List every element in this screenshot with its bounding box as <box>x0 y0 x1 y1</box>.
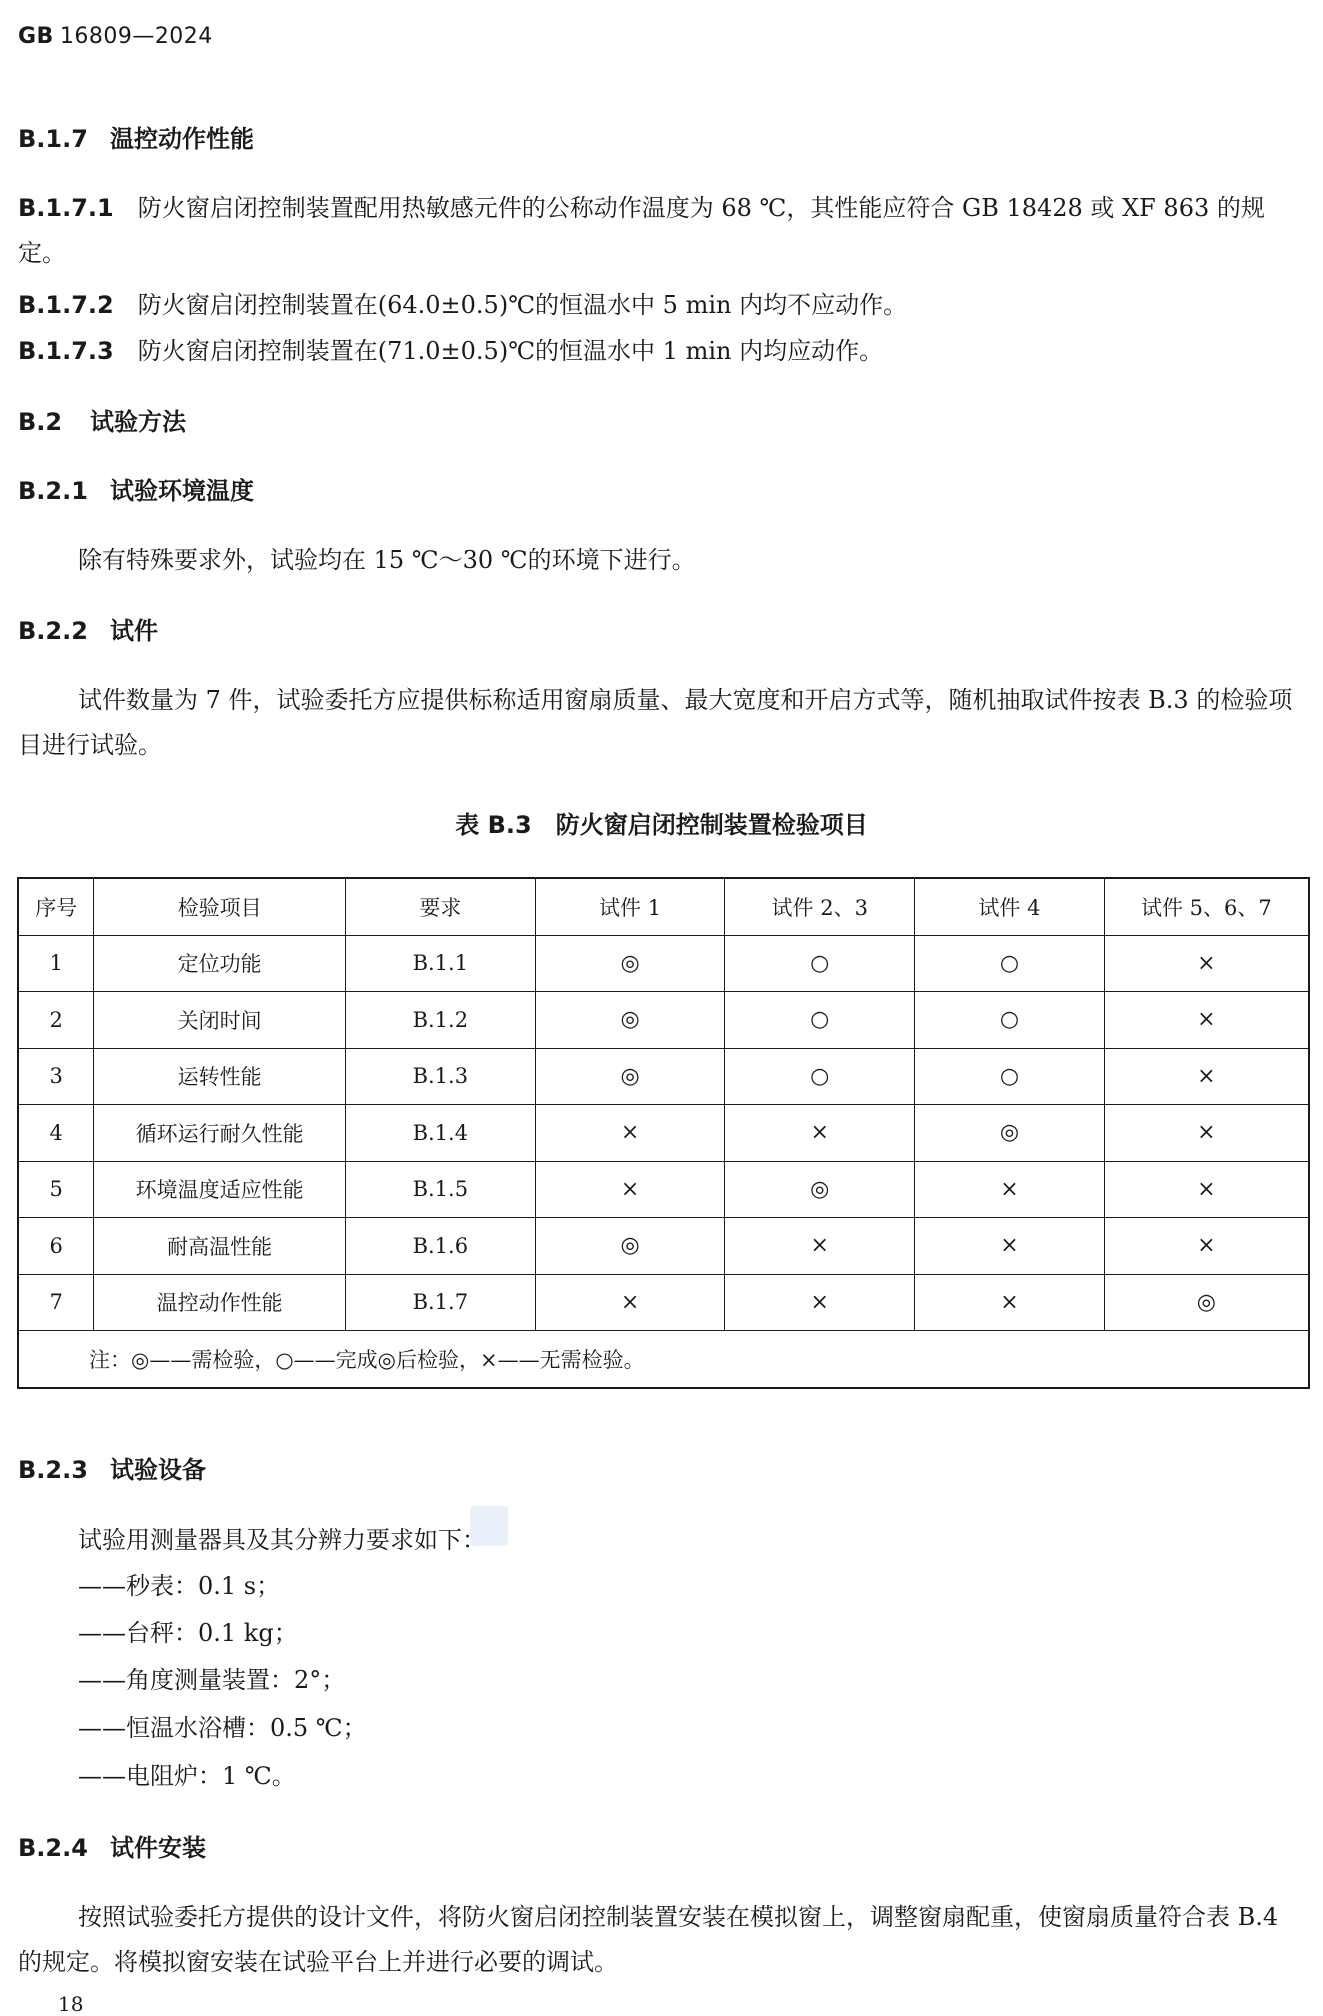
clause-number: B.1.7.2 <box>18 291 114 319</box>
section-title: 试件 <box>110 617 158 645</box>
table-cell: ○ <box>725 935 915 992</box>
table-cell: B.1.1 <box>345 935 535 992</box>
column-header: 序号 <box>18 878 94 935</box>
section-heading-b2 <box>18 410 186 434</box>
table-cell: 关闭时间 <box>94 992 346 1049</box>
section-number: B.2.1 <box>18 477 88 505</box>
paragraph-b24: 按照试验委托方提供的设计文件，将防火窗启闭控制装置安装在模拟窗上，调整窗扇配重，使窗扇质量符合表 B.4 的规定。将模拟窗安装在试验平台上并进行必要的调试。 <box>18 1903 1279 1976</box>
table-cell: × <box>915 1218 1105 1275</box>
clause-b1171 <box>18 186 1308 276</box>
table-cell: 6 <box>18 1218 94 1275</box>
table-cell: × <box>1104 992 1309 1049</box>
table-cell: 7 <box>18 1274 94 1331</box>
table-cell: ◎ <box>535 1048 725 1105</box>
list-item: ——角度测量装置：2°； <box>78 1666 346 1694</box>
page-number: 18 <box>58 1992 84 2016</box>
clause-text: 防火窗启闭控制装置配用热敏感元件的公称动作温度为 68 ℃，其性能应符合 GB 18428 或 XF 863 的规定。 <box>18 194 1265 267</box>
section-number: B.2.4 <box>18 1834 88 1862</box>
table-cell: × <box>915 1161 1105 1218</box>
list-item: ——恒温水浴槽：0.5 ℃； <box>78 1714 367 1742</box>
table-row <box>18 992 1309 1049</box>
paragraph-b22: 试件数量为 7 件，试验委托方应提供标称适用窗扇质量、最大宽度和开启方式等，随机抽取试件按表 B.3 的检验项目进行试验。 <box>18 686 1293 759</box>
section-heading-b23 <box>18 1458 206 1482</box>
section-title: 试验方法 <box>90 408 186 436</box>
section-heading-b24 <box>18 1836 206 1860</box>
table-cell: × <box>1104 1105 1309 1162</box>
column-header: 检验项目 <box>94 878 346 935</box>
table-cell: 运转性能 <box>94 1048 346 1105</box>
table-cell: 2 <box>18 992 94 1049</box>
section-title: 试验环境温度 <box>110 477 254 505</box>
section-title: 试验设备 <box>110 1456 206 1484</box>
table-cell: ○ <box>915 992 1105 1049</box>
table-cell: 温控动作性能 <box>94 1274 346 1331</box>
table-cell: 3 <box>18 1048 94 1105</box>
list-item: ——台秤：0.1 kg； <box>78 1619 298 1647</box>
table-row <box>18 1161 1309 1218</box>
table-cell: ◎ <box>535 1218 725 1275</box>
table-cell: B.1.5 <box>345 1161 535 1218</box>
table-cell: × <box>915 1274 1105 1331</box>
table-cell: × <box>725 1105 915 1162</box>
column-header: 试件 5、6、7 <box>1104 878 1309 935</box>
table-header-row <box>18 878 1309 935</box>
table-cell: × <box>535 1274 725 1331</box>
document-header <box>18 24 213 49</box>
section-number: B.1.7 <box>18 125 88 153</box>
table-row <box>18 1274 1309 1331</box>
standard-number: 16809—2024 <box>59 24 213 49</box>
table-cell: × <box>1104 935 1309 992</box>
paragraph-b23-intro: 试验用测量器具及其分辨力要求如下： <box>78 1526 486 1554</box>
table-cell: × <box>1104 1048 1309 1105</box>
table-cell: × <box>725 1218 915 1275</box>
column-header: 试件 2、3 <box>725 878 915 935</box>
table-cell: ○ <box>725 992 915 1049</box>
section-title: 试件安装 <box>110 1834 206 1862</box>
table-cell: × <box>725 1274 915 1331</box>
section-number: B.2.2 <box>18 617 88 645</box>
clause-text: 防火窗启闭控制装置在(64.0±0.5)℃的恒温水中 5 min 内均不应动作。 <box>137 291 908 319</box>
column-header: 试件 1 <box>535 878 725 935</box>
table-row <box>18 1105 1309 1162</box>
standard-prefix: GB <box>18 24 54 49</box>
table-row <box>18 935 1309 992</box>
section-number: B.2.3 <box>18 1456 88 1484</box>
inspection-table <box>17 877 1310 1389</box>
paragraph-b21: 除有特殊要求外，试验均在 15 ℃～30 ℃的环境下进行。 <box>78 546 696 574</box>
table-cell: B.1.4 <box>345 1105 535 1162</box>
table-cell: B.1.3 <box>345 1048 535 1105</box>
section-heading-b17 <box>18 127 254 151</box>
table-cell: B.1.6 <box>345 1218 535 1275</box>
column-header: 要求 <box>345 878 535 935</box>
table-cell: B.1.7 <box>345 1274 535 1331</box>
clause-text: 防火窗启闭控制装置在(71.0±0.5)℃的恒温水中 1 min 内均应动作。 <box>137 337 884 365</box>
clause-b1173 <box>18 329 1308 374</box>
table-note: 注：◎——需检验，○——完成◎后检验，×——无需检验。 <box>18 1331 1309 1389</box>
table-cell: × <box>535 1105 725 1162</box>
clause-number: B.1.7.1 <box>18 194 114 222</box>
table-row <box>18 1218 1309 1275</box>
table-cell: 5 <box>18 1161 94 1218</box>
table-cell: ◎ <box>1104 1274 1309 1331</box>
section-heading-b21 <box>18 479 254 503</box>
table-cell: ○ <box>915 1048 1105 1105</box>
table-cell: ○ <box>915 935 1105 992</box>
table-cell: 环境温度适应性能 <box>94 1161 346 1218</box>
table-cell: 定位功能 <box>94 935 346 992</box>
clause-number: B.1.7.3 <box>18 337 114 365</box>
table-cell: ◎ <box>535 935 725 992</box>
table-cell: 循环运行耐久性能 <box>94 1105 346 1162</box>
section-heading-b22 <box>18 619 158 643</box>
table-cell: × <box>535 1161 725 1218</box>
table-cell: ◎ <box>725 1161 915 1218</box>
table-cell: 1 <box>18 935 94 992</box>
table-row <box>18 1048 1309 1105</box>
table-cell: × <box>1104 1161 1309 1218</box>
table-title: 表 B.3 防火窗启闭控制装置检验项目 <box>455 811 868 839</box>
table-note-row <box>18 1331 1309 1389</box>
section-title: 温控动作性能 <box>110 125 254 153</box>
table-cell: ◎ <box>915 1105 1105 1162</box>
list-item: ——秒表：0.1 s； <box>78 1572 281 1600</box>
column-header: 试件 4 <box>915 878 1105 935</box>
clause-b1172 <box>18 283 1308 328</box>
table-cell: 耐高温性能 <box>94 1218 346 1275</box>
table-cell: × <box>1104 1218 1309 1275</box>
table-cell: ○ <box>725 1048 915 1105</box>
table-cell: 4 <box>18 1105 94 1162</box>
table-cell: ◎ <box>535 992 725 1049</box>
table-cell: B.1.2 <box>345 992 535 1049</box>
section-number: B.2 <box>18 408 63 436</box>
list-item: ——电阻炉：1 ℃。 <box>78 1762 296 1790</box>
